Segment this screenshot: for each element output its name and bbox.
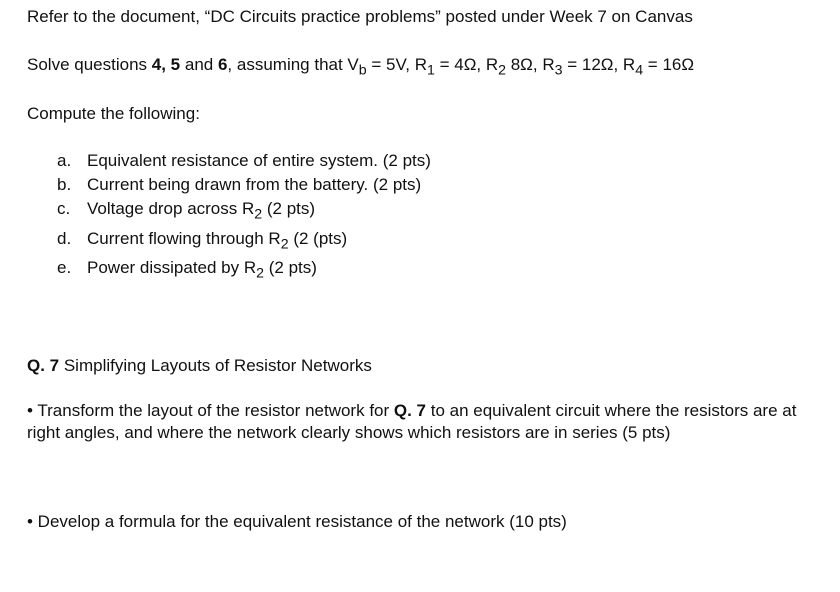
- solve-prefix: Solve questions: [27, 54, 152, 74]
- list-item: [57, 197, 817, 226]
- bullet-transform-after: to an equivalent circuit where the resistors are at right angles, and where the network clearly shows which resistors are in series (5 pts): [27, 400, 797, 443]
- list-item: [57, 256, 817, 285]
- list-item-text-before: Current flowing through R: [87, 228, 281, 248]
- list-item-text-before: Power dissipated by R: [87, 258, 257, 278]
- list-item-text: [87, 197, 315, 226]
- solve-suffix: , assuming that V: [227, 54, 359, 74]
- bullet-transform-before: • Transform the layout of the resistor network for: [27, 400, 394, 420]
- list-item-text-after: (2 pts): [262, 199, 316, 219]
- r3-subscript: 3: [554, 62, 563, 79]
- r2-value: 8Ω, R: [506, 54, 555, 74]
- vb-subscript: b: [358, 62, 367, 79]
- list-item-text: Current being drawn from the battery. (2 pts): [87, 175, 422, 195]
- solve-paragraph: [27, 54, 817, 81]
- list-marker: c.: [57, 199, 71, 219]
- list-item-text-before: Voltage drop across R: [87, 199, 255, 219]
- list-item: [57, 149, 817, 173]
- r1-value: = 4Ω, R: [434, 54, 499, 74]
- intro-paragraph: Refer to the document, “DC Circuits practice problems” posted under Week 7 on Canvas: [27, 7, 693, 26]
- bullet-transform-bold: Q. 7: [393, 400, 427, 420]
- question-4: 4,: [151, 54, 166, 74]
- task-list: [57, 149, 817, 285]
- r2-subscript: 2: [254, 206, 263, 223]
- list-item: [57, 173, 817, 197]
- q7-label: Q. 7: [27, 355, 60, 375]
- list-item-text-after: (2 (pts): [288, 228, 348, 248]
- r2-subscript: 2: [280, 236, 289, 253]
- compute-heading: Compute the following:: [27, 104, 200, 124]
- list-marker: d.: [57, 228, 72, 248]
- list-item-text: [87, 227, 347, 256]
- question-6: 6: [217, 54, 228, 74]
- solve-and: and: [180, 54, 218, 74]
- list-marker: e.: [57, 258, 72, 278]
- question-5: 5: [170, 54, 181, 74]
- bullet-transform: [27, 400, 817, 446]
- r1-subscript: 1: [426, 62, 435, 79]
- list-item-text-after: (2 pts): [264, 258, 317, 278]
- document-page: [27, 6, 817, 534]
- r3-value: = 12Ω, R: [562, 54, 636, 74]
- r2-subscript: 2: [498, 62, 506, 79]
- list-marker: a.: [57, 151, 72, 171]
- list-item-text: Equivalent resistance of entire system. (2 pts): [87, 151, 431, 171]
- vb-value: = 5V, R: [366, 54, 427, 74]
- r4-subscript: 4: [635, 62, 644, 79]
- q7-title: Simplifying Layouts of Resistor Networks: [59, 355, 372, 375]
- r2-subscript: 2: [256, 265, 265, 282]
- list-item-text: [87, 256, 317, 285]
- q7-heading: [27, 355, 817, 378]
- list-item: [57, 227, 817, 256]
- r4-value: = 16Ω: [643, 54, 695, 74]
- list-marker: b.: [57, 175, 72, 195]
- bullet-formula: • Develop a formula for the equivalent resistance of the network (10 pts): [27, 512, 567, 532]
